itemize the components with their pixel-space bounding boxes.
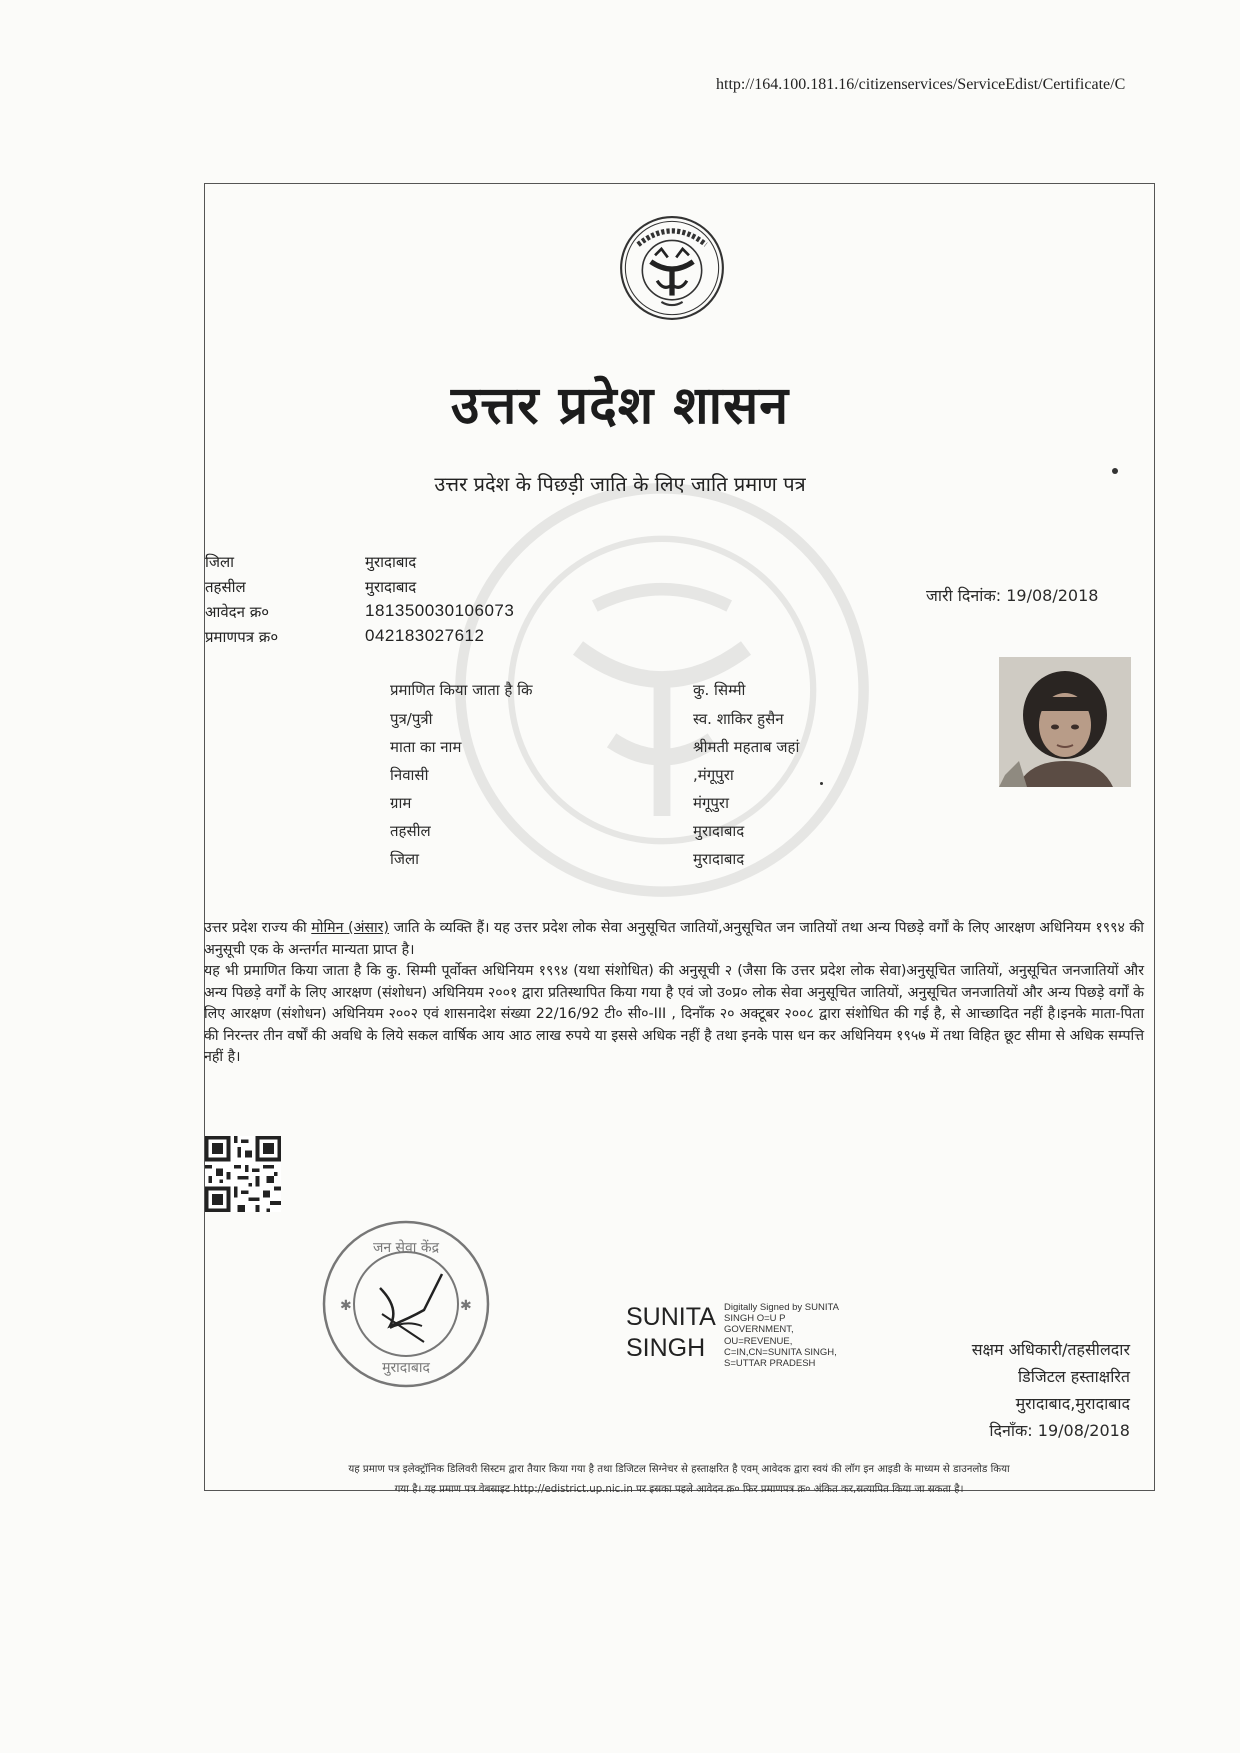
application-label: आवेदन क्र० (205, 603, 270, 621)
issue-date: जारी दिनांक: 19/08/2018 (926, 586, 1099, 605)
detail-value: कु. सिम्मी (693, 681, 746, 699)
body-paragraph-2: यह भी प्रमाणित किया जाता है कि कु. सिम्मी पूर्वोक्त अधिनियम १९९४ (यथा संशोधित) की अनुसूची २ (जैसा कि उत्तर प्रदेश लोक सेवा)अनुसूचित जातियों, अनुसूचित जनजातियों और अन्य पिछड़े वर्गों के लिए आरक्षण (संशोधन) अधिनियम २००१ द्वारा प्रतिस्थापित किया गया है एवं जो उ०प्र० लोक सेवा अनुसूचित जातियों, अनुसूचित जनजातियों और अन्य पिछड़े वर्गों के लिए आरक्षण (संशोधन) अधिनियम २००२ एवं शासनादेश संख्या 22/16/92 टी० सी०-III , दिनाँक २० अक्टूबर २००८ द्वारा संशोधित की गई है, से आच्छादित नहीं है।इनके माता-पिता की निरन्तर तीन वर्षों की अवधि के लिये सकल वार्षिक आय आठ लाख रुपये या इससे अधिक नहीं है तथा इनके पास धन कर अधिनियम १९५७ में तथा विहित छूट सीमा से अधिक सम्पत्ति नहीं है। (204, 963, 1145, 1065)
seal-bottom-text: मुरादाबाद (382, 1360, 430, 1376)
detail-value: ,मंगूपुरा (693, 766, 734, 784)
svg-text:✱: ✱ (460, 1298, 472, 1314)
body-text-a: उत्तर प्रदेश राज्य की (204, 920, 312, 936)
footer-line-1: यह प्रमाण पत्र इलेक्ट्रॉनिक डिलिवरी सिस्टम द्वारा तैयार किया गया है तथा डिजिटल सिग्नेचर से हस्ताक्षरित है एवम् आवेदक द्वारा स्वयं की लॉग इन आइडी के माध्यम से डाउनलोड किया (348, 1464, 1010, 1475)
sig-note-line: Digitally Signed by SUNITA (724, 1302, 839, 1313)
sig-note-line: OU=REVENUE, (724, 1335, 793, 1347)
page-url: http://164.100.181.16/citizenservices/ServiceEdist/Certificate/C (716, 76, 1126, 93)
caste-name: मोमिन (अंसार) (311, 920, 390, 936)
footer-line-2: गया है। यह प्रमाण पत्र वेबसाइट http://edistrict.up.nic.in पर इसका पहले आवेदन क्र० फिर प्रमाणपत्र क्र० अंकित कर,सत्यापित किया जा सकता है। (394, 1484, 964, 1495)
district-label: जिला (205, 553, 235, 571)
detail-label: निवासी (390, 766, 429, 784)
certificate-body (204, 918, 1144, 1069)
seal-top-text: जन सेवा केंद्र (372, 1240, 440, 1256)
scan-speck (820, 782, 823, 785)
detail-value: मुरादाबाद (693, 850, 745, 868)
certificate-number: 042183027612 (365, 626, 485, 645)
office-seal-stamp (320, 1218, 492, 1390)
sig-note-line: C=IN,CN=SUNITA SINGH, (724, 1346, 837, 1358)
body-paragraph-1 (204, 918, 1144, 961)
detail-label: तहसील (390, 822, 431, 840)
signer-name-line2: SINGH (626, 1334, 706, 1362)
detail-value: मुरादाबाद (693, 822, 745, 840)
detail-value: श्रीमती महताब जहां (693, 738, 800, 756)
signer-name (626, 1302, 716, 1364)
body-text-b: जाति के व्यक्ति हैं। यह उत्तर प्रदेश लोक सेवा अनुसूचित जातियों,अनुसूचित जन जातियों तथा अन्य पिछड़े वर्गों के लिए आरक्षण अधिनियम १९९४ की अनुसूची एक के अन्तर्गत मान्यता प्राप्त है। (204, 920, 1144, 958)
officer-designation: सक्षम अधिकारी/तहसीलदार (971, 1340, 1130, 1359)
officer-place: मुरादाबाद,मुरादाबाद (1015, 1394, 1130, 1413)
up-govt-emblem-icon (619, 215, 725, 321)
detail-label: ग्राम (390, 794, 412, 812)
detail-label: माता का नाम (390, 738, 462, 756)
digital-signature-note (724, 1302, 854, 1369)
officer-digital-sign: डिजिटल हस्ताक्षरित (1018, 1367, 1130, 1386)
detail-value: मंगूपुरा (693, 794, 729, 812)
certificate-label: प्रमाणपत्र क्र० (205, 628, 279, 646)
detail-label: प्रमाणित किया जाता है कि (390, 681, 533, 699)
applicant-photo (999, 657, 1131, 787)
application-number: 181350030106073 (365, 601, 515, 620)
certificate-subtitle: उत्तर प्रदेश के पिछड़ी जाति के लिए जाति प्रमाण पत्र (434, 472, 806, 496)
sig-note-line: S=UTTAR PRADESH (724, 1358, 816, 1370)
detail-value: स्व. शाकिर हुसैन (693, 710, 784, 728)
tehsil-label: तहसील (205, 578, 246, 596)
detail-label: जिला (390, 850, 420, 868)
tehsil-value: मुरादाबाद (365, 578, 417, 596)
svg-text:✱: ✱ (340, 1298, 352, 1314)
sig-note-line: GOVERNMENT, (724, 1324, 794, 1336)
signer-name-line1: SUNITA (626, 1303, 716, 1331)
district-value: मुरादाबाद (365, 553, 417, 571)
qr-code-icon (205, 1136, 281, 1212)
meta-block (205, 552, 605, 652)
government-title: उत्तर प्रदेश शासन (450, 375, 790, 436)
certificate-footer (204, 1460, 1154, 1500)
sig-note-line: SINGH O=U P (724, 1313, 786, 1325)
detail-label: पुत्र/पुत्री (390, 710, 433, 728)
officer-date: दिनाँक: 19/08/2018 (989, 1421, 1130, 1440)
scan-speck (1112, 468, 1118, 474)
officer-block (880, 1336, 1130, 1444)
